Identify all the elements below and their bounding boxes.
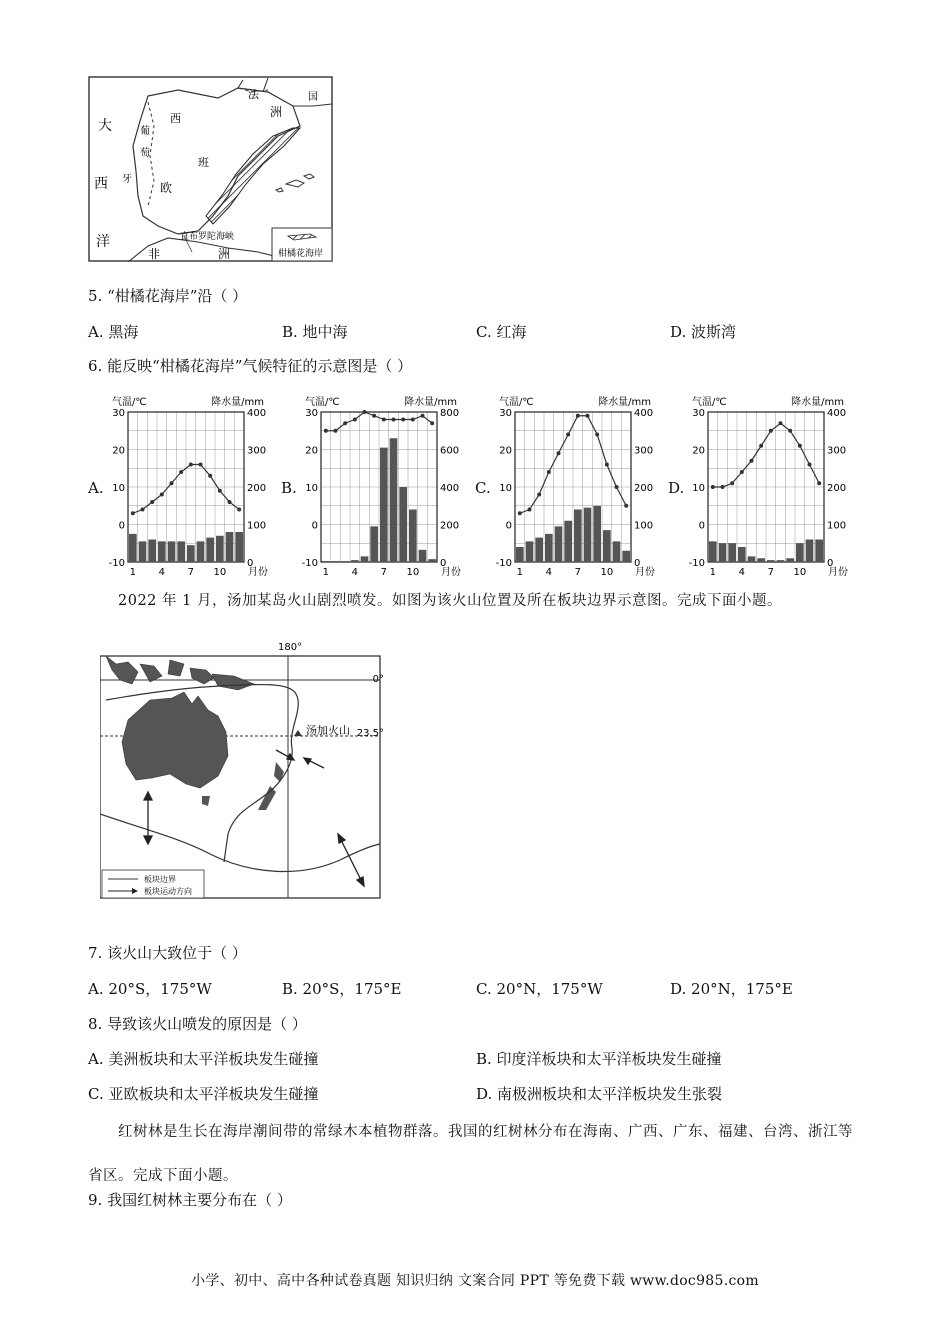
legend-plate-direction: 板块运动方向	[144, 887, 192, 896]
q6-letter-a[interactable]: A.	[88, 479, 104, 497]
temp-axis-label: 气温/℃	[112, 397, 147, 408]
x-unit-label: 月份	[635, 567, 655, 578]
x-unit-label: 月份	[828, 567, 848, 578]
q8-option-d[interactable]: D. 南极洲板块和太平洋板块发生张裂	[476, 1085, 723, 1103]
temp-tick-label: -10	[688, 558, 705, 569]
q6-letter-b[interactable]: B.	[281, 479, 297, 497]
q9-stem: 9. 我国红树林主要分布在（ ）	[88, 1191, 292, 1209]
x-tick-label: 10	[793, 567, 807, 578]
label-ocean-da: 大	[98, 118, 112, 134]
precip-tick-label: 300	[247, 445, 267, 457]
label-ban: 班	[198, 156, 209, 169]
precip-axis-label: 降水量/mm	[598, 397, 651, 408]
temp-axis-label: 气温/℃	[305, 397, 340, 408]
temp-point	[382, 418, 386, 422]
temp-point	[740, 470, 744, 474]
label-lat-23: 23.5°	[356, 728, 384, 739]
temp-tick-label: -10	[301, 558, 318, 569]
tonga-map-svg	[100, 638, 384, 902]
label-tonga-volcano: 汤加火山	[306, 724, 350, 737]
q5-option-c[interactable]: C. 红海	[476, 323, 527, 341]
precip-axis-label: 降水量/mm	[404, 397, 457, 408]
temp-tick-label: 0	[311, 520, 318, 532]
precip-bar	[419, 550, 427, 562]
temp-point	[605, 463, 609, 467]
temp-tick-label: 0	[505, 520, 512, 532]
q5-option-b[interactable]: B. 地中海	[282, 323, 348, 341]
temp-point	[353, 418, 357, 422]
temp-point	[566, 433, 570, 437]
precip-tick-label: 0	[827, 558, 834, 569]
label-fa: 法	[248, 88, 259, 101]
x-tick-label: 7	[187, 567, 195, 578]
climate-chart-c[interactable]	[491, 392, 661, 584]
temp-tick-label: 30	[305, 408, 318, 419]
temp-point	[324, 429, 328, 433]
precip-bar	[709, 541, 717, 562]
q7-option-a[interactable]: A. 20°S，175°W	[88, 980, 212, 998]
temp-point	[547, 470, 551, 474]
precip-bar	[409, 510, 417, 563]
precip-bar	[380, 448, 388, 562]
label-pu: 葡	[140, 126, 150, 137]
precip-bar	[322, 561, 330, 562]
temp-point	[218, 489, 222, 493]
temp-point	[557, 451, 561, 455]
x-tick-label: 10	[600, 567, 614, 578]
precip-tick-label: 200	[634, 483, 654, 494]
label-zhou1: 洲	[270, 105, 283, 119]
x-tick-label: 1	[322, 567, 330, 578]
precip-tick-label: 200	[247, 483, 267, 494]
label-guo: 国	[308, 92, 318, 103]
temp-point	[237, 508, 241, 512]
x-tick-label: 4	[351, 567, 359, 578]
x-tick-label: 4	[545, 567, 553, 578]
label-ocean-yang: 洋	[96, 234, 110, 250]
temp-tick-label: 20	[692, 445, 705, 457]
climate-chart-b[interactable]	[297, 392, 467, 584]
precip-bar	[555, 526, 563, 562]
x-tick-label: 4	[738, 567, 746, 578]
iberia-map	[88, 76, 334, 262]
precip-bar	[613, 541, 621, 562]
precip-tick-label: 100	[247, 520, 267, 532]
label-ou: 欧	[160, 181, 173, 195]
q6-letter-c[interactable]: C.	[475, 479, 491, 497]
temp-point	[160, 493, 164, 497]
label-fei: 非	[148, 247, 161, 261]
precip-bar	[584, 508, 592, 562]
q6-letter-d[interactable]: D.	[668, 479, 685, 497]
precip-tick-label: 300	[827, 445, 847, 457]
temp-point	[537, 493, 541, 497]
temp-tick-label: 20	[112, 445, 125, 457]
q5-option-d[interactable]: D. 波斯湾	[670, 323, 737, 341]
x-tick-label: 1	[709, 567, 717, 578]
legend-citrus-coast: 柑橘花海岸	[278, 249, 324, 259]
precip-tick-label: 0	[634, 558, 641, 569]
precip-bar	[216, 536, 224, 562]
temp-point	[759, 444, 763, 448]
precip-bar	[158, 541, 166, 562]
precip-tick-label: 200	[440, 520, 460, 532]
temp-point	[411, 418, 415, 422]
q8-option-a[interactable]: A. 美洲板块和太平洋板块发生碰撞	[88, 1050, 319, 1068]
temp-point	[189, 463, 193, 467]
label-lat-0: 0°	[372, 674, 384, 685]
precip-tick-label: 100	[827, 520, 847, 532]
legend-plate-boundary: 板块边界	[144, 875, 176, 884]
precip-tick-label: 0	[247, 558, 254, 569]
precip-bar	[767, 560, 775, 562]
x-tick-label: 4	[158, 567, 166, 578]
precip-bar	[206, 538, 214, 562]
temp-point	[528, 508, 532, 512]
precip-tick-label: 400	[247, 408, 267, 419]
x-tick-label: 10	[213, 567, 227, 578]
x-tick-label: 7	[767, 567, 775, 578]
temp-tick-label: 10	[112, 483, 125, 494]
temp-point	[586, 414, 590, 418]
precip-bar	[622, 551, 630, 562]
precip-bar	[332, 561, 340, 562]
temp-point	[808, 463, 812, 467]
precip-bar	[748, 556, 756, 562]
temp-point	[817, 481, 821, 485]
precip-bar	[428, 559, 436, 562]
precip-tick-label: 600	[440, 445, 460, 457]
temp-tick-label: 20	[305, 445, 318, 457]
label-180: 180°	[278, 642, 303, 653]
precip-bar	[603, 530, 611, 562]
temp-point	[788, 429, 792, 433]
precip-bar	[564, 521, 572, 562]
temp-tick-label: 10	[499, 483, 512, 494]
precip-tick-label: 100	[634, 520, 654, 532]
precip-axis-label: 降水量/mm	[211, 397, 264, 408]
precip-tick-label: 300	[634, 445, 654, 457]
temp-tick-label: 0	[698, 520, 705, 532]
temp-point	[228, 500, 232, 504]
precip-bar	[815, 540, 823, 563]
precip-bar	[535, 538, 543, 562]
q7-stem: 7. 该火山大致位于（ ）	[88, 944, 247, 962]
temp-point	[150, 500, 154, 504]
x-tick-label: 10	[406, 567, 420, 578]
temp-tick-label: 30	[499, 408, 512, 419]
q5-stem: 5. “柑橘花海岸”沿（ ）	[88, 287, 248, 305]
iberia-map-svg	[88, 76, 334, 262]
tonga-map	[100, 638, 384, 902]
temp-point	[372, 414, 376, 418]
temp-tick-label: -10	[495, 558, 512, 569]
precip-tick-label: 400	[634, 408, 654, 419]
temp-tick-label: 10	[305, 483, 318, 494]
temp-point	[421, 414, 425, 418]
passage-tonga: 2022 年 1 月，汤加某岛火山剧烈喷发。如图为该火山位置及所在板块边界示意图。完成下面小题。	[118, 593, 782, 609]
climate-chart-a[interactable]	[104, 392, 274, 584]
temp-point	[141, 508, 145, 512]
temp-tick-label: 10	[692, 483, 705, 494]
temp-point	[769, 429, 773, 433]
precip-bar	[148, 540, 156, 563]
temp-point	[624, 504, 628, 508]
label-zhou2: 洲	[218, 247, 231, 261]
precip-bar	[177, 541, 185, 562]
temp-point	[721, 485, 725, 489]
temp-tick-label: -10	[108, 558, 125, 569]
precip-bar	[370, 526, 378, 562]
label-xi: 西	[170, 112, 181, 125]
precip-bar	[545, 534, 553, 562]
passage-mangrove: 红树林是生长在海岸潮间带的常绿木本植物群落。我国的红树林分布在海南、广西、广东、福建、台湾、浙江等省区。完成下面小题。	[88, 1124, 853, 1184]
precip-bar	[777, 560, 785, 562]
label-tao: 萄	[140, 148, 150, 159]
temp-point	[518, 511, 522, 515]
precip-tick-label: 200	[827, 483, 847, 494]
q7-option-b[interactable]: B. 20°S，175°E	[282, 980, 402, 998]
precip-tick-label: 400	[440, 483, 460, 494]
precip-bar	[235, 532, 243, 562]
precip-bar	[728, 543, 736, 562]
temp-tick-label: 30	[112, 408, 125, 419]
page-footer: 小学、初中、高中各种试卷真题 知识归纳 文案合同 PPT 等免费下载 www.doc985.com	[191, 1273, 759, 1289]
precip-bar	[526, 541, 534, 562]
temp-point	[779, 421, 783, 425]
precip-bar	[738, 547, 746, 562]
temp-point	[179, 470, 183, 474]
precip-bar	[574, 510, 582, 563]
precip-bar	[197, 541, 205, 562]
temp-point	[131, 511, 135, 515]
temp-point	[711, 485, 715, 489]
x-tick-label: 1	[129, 567, 137, 578]
precip-bar	[341, 561, 349, 562]
precip-bar	[516, 547, 524, 562]
temp-point	[343, 421, 347, 425]
q5-option-a[interactable]: A. 黑海	[88, 323, 139, 341]
temp-point	[363, 410, 367, 414]
precip-tick-label: 800	[440, 408, 460, 419]
precip-bar	[719, 543, 727, 562]
q8-stem: 8. 导致该火山喷发的原因是（ ）	[88, 1015, 307, 1033]
temp-tick-label: 20	[499, 445, 512, 457]
temp-point	[199, 463, 203, 467]
precip-bar	[129, 534, 137, 562]
temp-point	[430, 421, 434, 425]
x-tick-label: 7	[380, 567, 388, 578]
precip-bar	[806, 540, 814, 563]
precip-bar	[168, 541, 176, 562]
precip-bar	[351, 560, 359, 562]
climate-chart-d[interactable]	[684, 392, 854, 584]
temp-point	[595, 433, 599, 437]
temp-point	[798, 444, 802, 448]
q6-stem: 6. 能反映“柑橘花海岸”气候特征的示意图是（ ）	[88, 357, 413, 375]
temp-point	[208, 474, 212, 478]
x-unit-label: 月份	[248, 567, 268, 578]
precip-tick-label: 400	[827, 408, 847, 419]
precip-tick-label: 0	[440, 558, 447, 569]
precip-bar	[786, 558, 794, 562]
temp-tick-label: 0	[118, 520, 125, 532]
precip-bar	[593, 506, 601, 562]
q7-option-c[interactable]: C. 20°N，175°W	[476, 980, 603, 998]
label-strait: 直布罗陀海峡	[180, 232, 235, 242]
precip-bar	[139, 541, 147, 562]
x-unit-label: 月份	[441, 567, 461, 578]
x-tick-label: 1	[516, 567, 524, 578]
temp-point	[615, 485, 619, 489]
precip-bar	[399, 487, 407, 562]
q8-option-b[interactable]: B. 印度洋板块和太平洋板块发生碰撞	[476, 1050, 722, 1068]
label-ocean-xi: 西	[94, 176, 108, 192]
temp-point	[750, 459, 754, 463]
precip-axis-label: 降水量/mm	[791, 397, 844, 408]
precip-bar	[226, 532, 234, 562]
precip-bar	[796, 543, 804, 562]
temp-point	[392, 418, 396, 422]
temp-point	[730, 481, 734, 485]
temp-point	[334, 429, 338, 433]
temp-axis-label: 气温/℃	[499, 397, 534, 408]
temp-tick-label: 30	[692, 408, 705, 419]
temp-point	[401, 418, 405, 422]
precip-bar	[390, 438, 398, 562]
x-tick-label: 7	[574, 567, 582, 578]
precip-bar	[757, 558, 765, 562]
temp-point	[170, 481, 174, 485]
precip-bar	[361, 556, 369, 562]
q8-option-c[interactable]: C. 亚欧板块和太平洋板块发生碰撞	[88, 1085, 319, 1103]
q7-option-d[interactable]: D. 20°N，175°E	[670, 980, 793, 998]
temp-axis-label: 气温/℃	[692, 397, 727, 408]
label-ya: 牙	[122, 174, 132, 185]
temp-point	[576, 414, 580, 418]
precip-bar	[187, 545, 195, 562]
